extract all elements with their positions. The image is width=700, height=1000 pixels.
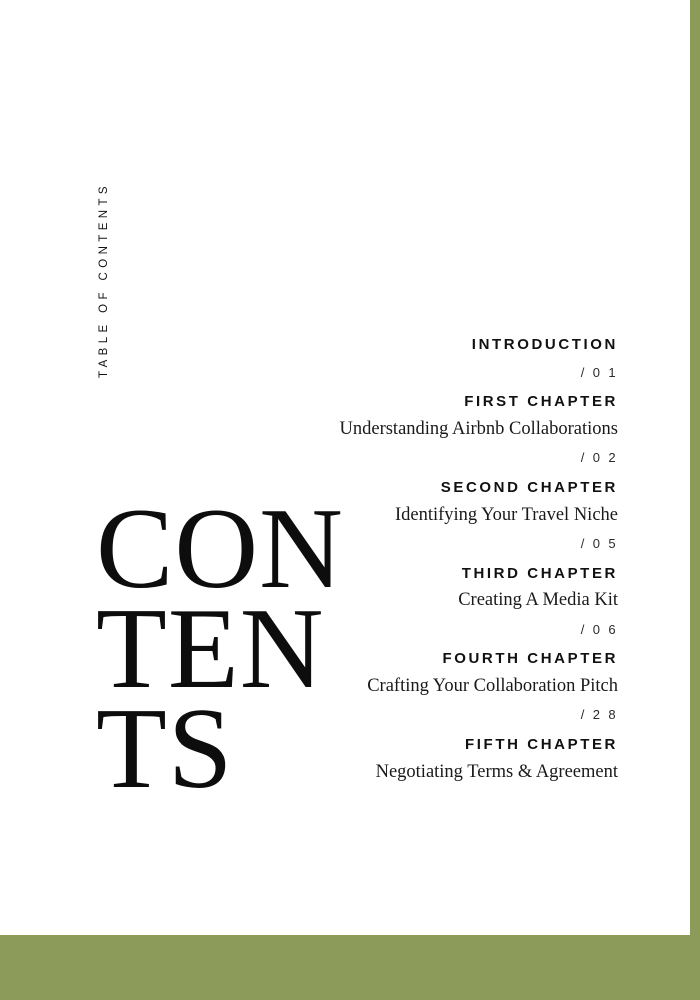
page-title: CONTENTS xyxy=(96,485,344,813)
toc-entry-number: / 0 2 xyxy=(580,450,618,466)
list-item[interactable] xyxy=(318,563,618,640)
toc-entry-heading: FIFTH CHAPTER xyxy=(465,735,618,753)
toc-entry-number: / 0 5 xyxy=(580,536,618,552)
toc-entry-number: / 2 8 xyxy=(580,707,618,723)
toc-entry-subtitle: Crafting Your Collaboration Pitch xyxy=(367,675,618,696)
toc-entry-number: / 0 6 xyxy=(580,621,618,637)
toc-entry-subtitle: Creating A Media Kit xyxy=(458,590,618,611)
toc-entry-subtitle: Identifying Your Travel Niche xyxy=(394,504,618,525)
list-item[interactable] xyxy=(318,648,618,725)
toc-entry-heading: SECOND CHAPTER xyxy=(440,478,618,496)
list-item[interactable] xyxy=(318,477,618,554)
vertical-section-label: TABLE OF CONTENTS xyxy=(98,182,110,378)
toc-entry-heading: INTRODUCTION xyxy=(471,336,618,353)
list-item[interactable] xyxy=(318,391,618,468)
list-item[interactable] xyxy=(318,734,618,784)
toc-entry-subtitle: Understanding Airbnb Collaborations xyxy=(339,419,618,439)
list-item[interactable] xyxy=(318,334,618,382)
toc-entry-subtitle: Negotiating Terms & Agreement xyxy=(375,761,618,782)
toc-entry-heading: THIRD CHAPTER xyxy=(461,564,618,582)
footer-accent-band xyxy=(0,935,700,1000)
toc-entry-heading: FIRST CHAPTER xyxy=(464,393,618,411)
toc-entry-heading: FOURTH CHAPTER xyxy=(442,650,618,668)
toc-entry-number: / 0 1 xyxy=(580,364,618,380)
right-accent-strip xyxy=(690,0,700,1000)
table-of-contents-list xyxy=(318,325,618,784)
